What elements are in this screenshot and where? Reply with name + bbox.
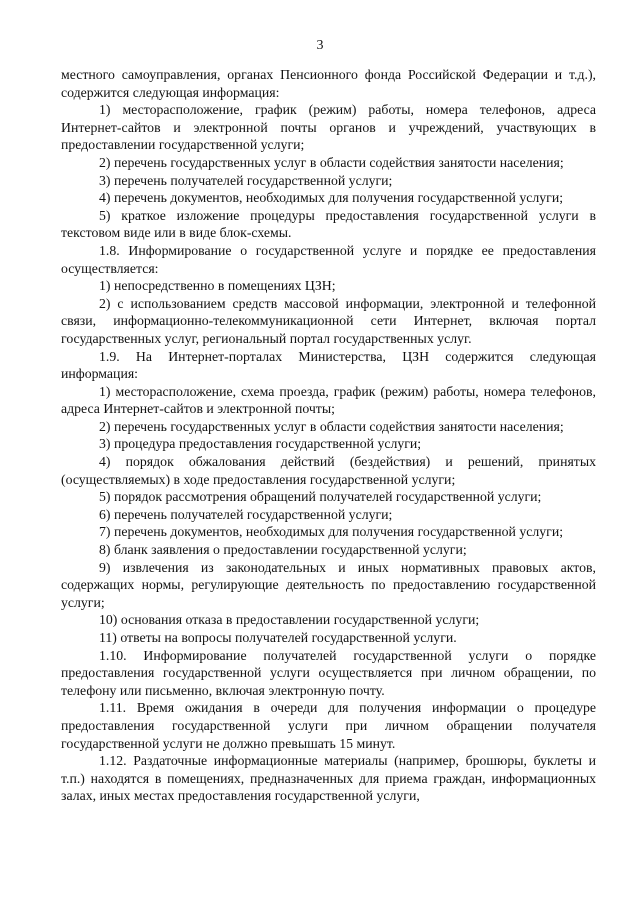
paragraph: 1) месторасположение, схема проезда, график (режим) работы, номера телефонов, адреса Интернет-сайтов и электронной почты; [61,383,596,417]
paragraph: 2) перечень государственных услуг в области содействия занятости населения; [99,418,564,434]
paragraph: 9) извлечения из законодательных и иных нормативных правовых актов, содержащих нормы, регулирующие деятельность по предоставлению государственной услуги; [61,559,596,610]
paragraph: 8) бланк заявления о предоставлении государственной услуги; [99,542,467,558]
paragraph: местного самоуправления, органах Пенсионного фонда Российской Федерации и т.д.), содержится следующая информация: [61,67,596,100]
paragraph: 5) порядок рассмотрения обращений получателей государственной услуги; [99,489,542,505]
paragraph: 2) с использованием средств массовой информации, электронной и телефонной связи, информационно-телекоммуникационной сети Интернет, включая портал государственных услуг, региональный портал государственных услуг. [61,295,596,346]
paragraph: 6) перечень получателей государственной услуги; [99,506,393,522]
paragraph: 1) месторасположение, график (режим) работы, номера телефонов, адреса Интернет-сайтов и электронной почты органов и учреждений, участвующих в предоставлении государственной услуги; [61,102,596,153]
paragraph: 4) перечень документов, необходимых для получения государственной услуги; [99,190,564,206]
paragraph: 11) ответы на вопросы получателей государственной услуги. [99,630,457,645]
paragraph: 10) основания отказа в предоставлении государственной услуги; [99,612,480,628]
paragraph: 3) процедура предоставления государственной услуги; [99,436,422,452]
paragraph: 1) непосредственно в помещениях ЦЗН; [99,278,336,294]
paragraph: 1.11. Время ожидания в очереди для получения информации о процедуре предоставления государственной услуги при личном обращении получателя государственной услуги не должно превышать 15 минут. [61,700,596,751]
paragraph: 7) перечень документов, необходимых для получения государственной услуги; [99,524,564,540]
paragraph: 3) перечень получателей государственной услуги; [99,172,393,188]
paragraph: 1.10. Информирование получателей государственной услуги о порядке предоставления государственной услуги осуществляется при личном обращении, по телефону или письменно, включая электронную почту. [61,647,596,698]
document-body [61,66,596,805]
paragraph: 1.12. Раздаточные информационные материалы (например, брошюры, буклеты и т.п.) находятся в помещениях, предназначенных для приема граждан, информационных залах, иных местах предоставления государственной услуги, [61,753,596,804]
paragraph: 1.8. Информирование о государственной услуге и порядке ее предоставления осуществляется: [61,242,596,276]
paragraph: 5) краткое изложение процедуры предоставления государственной услуги в текстовом виде или в виде блок-схемы. [61,207,596,241]
page-number: 3 [316,38,324,53]
paragraph: 4) порядок обжалования действий (бездействия) и решений, принятых (осуществляемых) в ходе предоставления государственной услуги; [61,454,596,487]
paragraph: 1.9. На Интернет-порталах Министерства, ЦЗН содержится следующая информация: [61,348,596,382]
paragraph: 2) перечень государственных услуг в области содействия занятости населения; [99,154,564,170]
